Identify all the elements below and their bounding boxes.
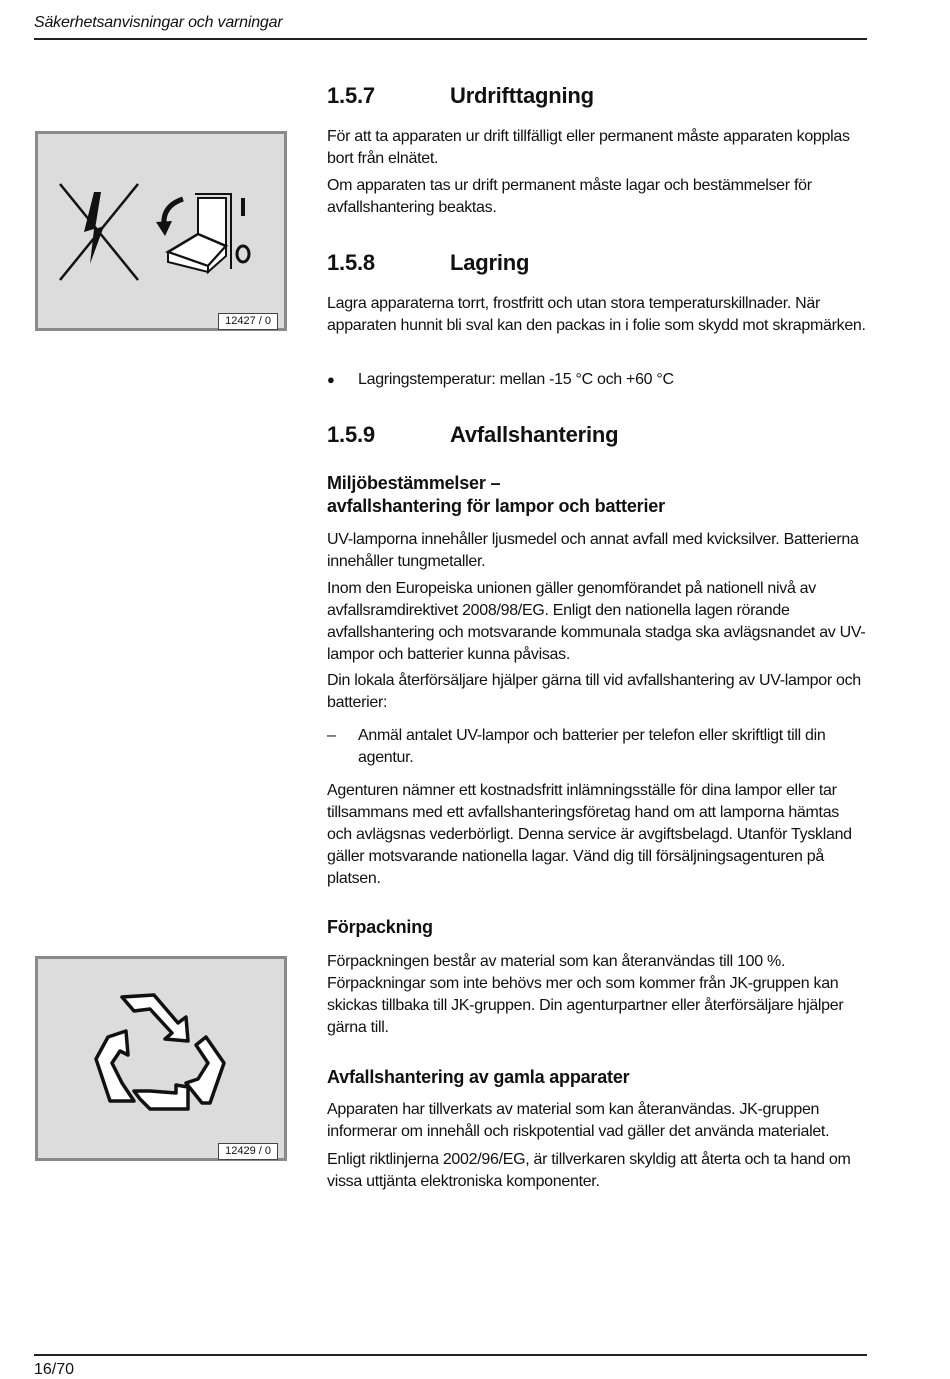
paragraph: Inom den Europeiska unionen gäller genomförandet på nationell nivå av avfallsramdirektivet 2008/98/EG. Enligt den nationella lagen rörande avfallshantering och motsvarande kommunala stadga ska avlägsnandet av UV-lampor och batterier kunna påvisas. xyxy=(327,580,866,663)
dash-mark: – xyxy=(327,727,336,744)
running-header: Säkerhetsanvisningar och varningar xyxy=(34,14,283,31)
section-heading-1-5-7 xyxy=(327,85,594,107)
header-rule xyxy=(34,38,867,40)
section-title: Lagring xyxy=(450,250,530,275)
footer-rule xyxy=(34,1354,867,1356)
paragraph: Agenturen nämner ett kostnadsfritt inlämningsställe för dina lampor eller tar tillsammans med ett avfallshanteringsföretag hand om att lamporna hämtas och avlägsnas vederbörligt. Denna service är avgiftsbelagd. Utanför Tyskland gäller motsvarande nationella lagar. Vänd dig till försäljningsagenturen på platsen. xyxy=(327,782,852,887)
bullet-mark: ● xyxy=(327,372,335,387)
paragraph: För att ta apparaten ur drift tillfälligt eller permanent måste apparaten kopplas bort från elnätet. xyxy=(327,128,850,167)
paragraph: Apparaten har tillverkats av material som kan återanvändas. JK-gruppen informerar om innehåll och riskpotential vad gäller det använda materialet. xyxy=(327,1101,830,1140)
recycle-icon xyxy=(38,959,284,1158)
section-number: 1.5.9 xyxy=(327,422,375,447)
bullet-text: Lagringstemperatur: mellan -15 °C och +60 °C xyxy=(358,371,674,388)
section-heading-1-5-8 xyxy=(327,252,529,274)
figure-recycle xyxy=(35,956,287,1161)
section-heading-1-5-9 xyxy=(327,424,618,446)
section-number: 1.5.7 xyxy=(327,83,375,108)
paragraph: Din lokala återförsäljare hjälper gärna till vid avfallshantering av UV-lampor och batterier: xyxy=(327,672,861,711)
disconnect-power-icon xyxy=(38,134,284,328)
figure-code: 12427 / 0 xyxy=(218,313,278,330)
paragraph: Om apparaten tas ur drift permanent måste lagar och bestämmelser för avfallshantering beaktas. xyxy=(327,177,812,216)
page-number: 16/70 xyxy=(34,1361,75,1378)
paragraph: UV-lamporna innehåller ljusmedel och annat avfall med kvicksilver. Batterierna innehåller tungmetaller. xyxy=(327,531,859,570)
figure-disconnect-power xyxy=(35,131,287,331)
subheading-environment-line2: avfallshantering för lampor och batterier xyxy=(327,496,665,516)
bullet-item xyxy=(327,369,867,391)
dash-text: Anmäl antalet UV-lampor och batterier per telefon eller skriftligt till din agentur. xyxy=(358,727,826,766)
paragraph: Förpackningen består av material som kan återanvändas till 100 %. Förpackningar som inte behövs mer och som kommer från JK-gruppen kan skickas tillbaka till JK-gruppen. Din agenturpartner eller återförsäljare hjälper gärna till. xyxy=(327,953,844,1036)
section-title: Urdrifttagning xyxy=(450,83,594,108)
section-number: 1.5.8 xyxy=(327,250,375,275)
paragraph: Enligt riktlinjerna 2002/96/EG, är tillverkaren skyldig att återta och ta hand om vissa uttjänta elektroniska komponenter. xyxy=(327,1151,851,1190)
subheading-environment-line1: Miljöbestämmelser – xyxy=(327,473,501,493)
subheading-packaging: Förpackning xyxy=(327,917,433,937)
subheading-old-appliances: Avfallshantering av gamla apparater xyxy=(327,1067,630,1087)
section-title: Avfallshantering xyxy=(450,422,619,447)
dash-item xyxy=(327,725,867,769)
paragraph: Lagra apparaterna torrt, frostfritt och utan stora temperaturskillnader. När apparaten hunnit bli sval kan den packas in i folie som skydd mot skrapmärken. xyxy=(327,295,866,334)
figure-code: 12429 / 0 xyxy=(218,1143,278,1160)
